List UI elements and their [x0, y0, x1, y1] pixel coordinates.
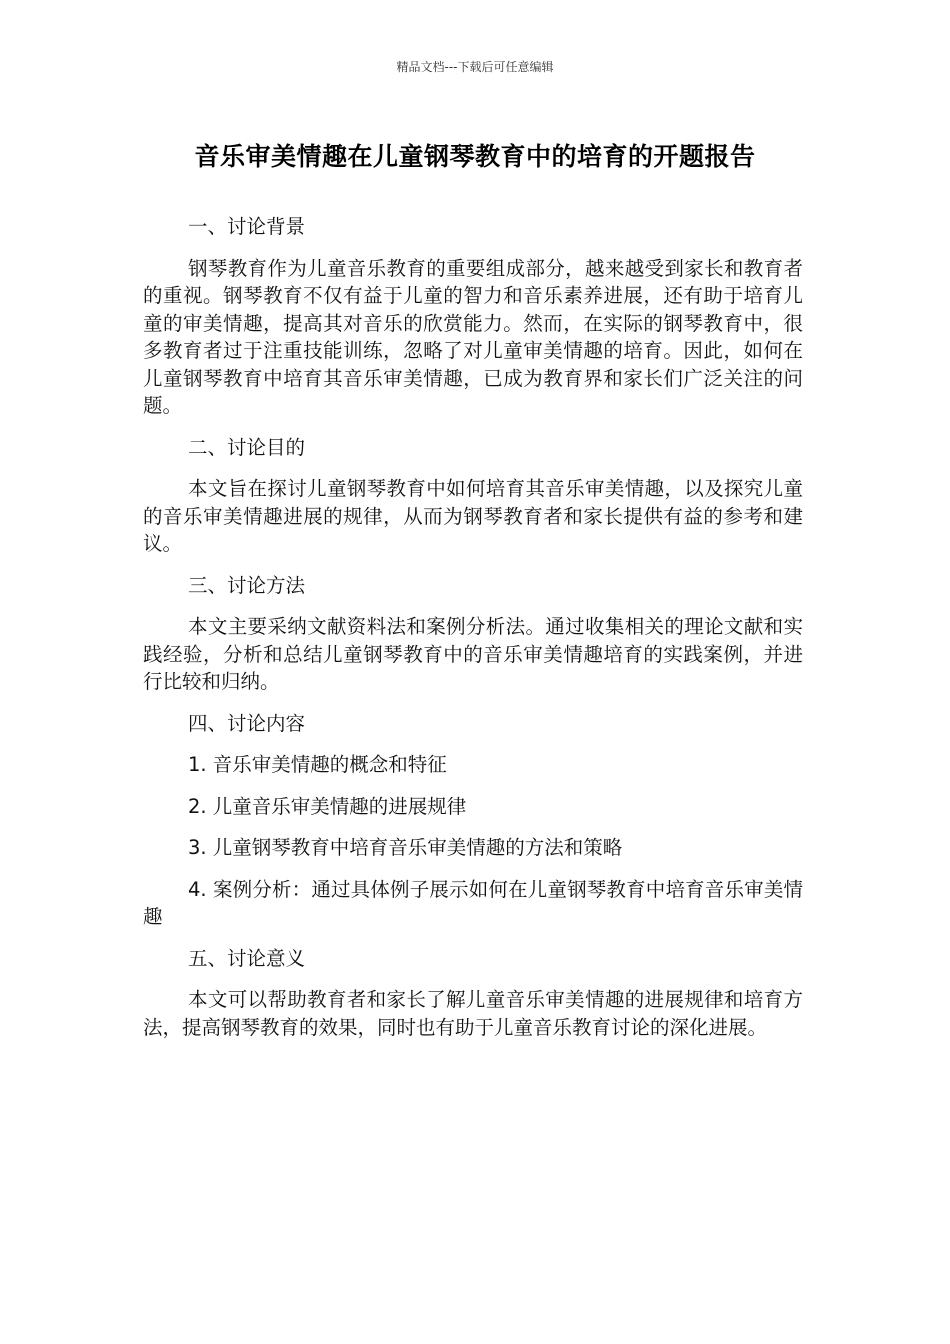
paragraph-purpose: 本文旨在探讨儿童钢琴教育中如何培育其音乐审美情趣，以及探究儿童的音乐审美情趣进展的规律，从而为钢琴教育者和家长提供有益的参考和建议。: [143, 477, 803, 555]
section-heading-purpose: 二、讨论目的: [188, 435, 306, 459]
list-item: 4. 案例分析：通过具体例子展示如何在儿童钢琴教育中培育音乐审美情趣: [143, 877, 803, 928]
document-title: 音乐审美情趣在儿童钢琴教育中的培育的开题报告: [194, 142, 756, 171]
header-note: 精品文档---下载后可任意编辑: [396, 60, 554, 74]
paragraph-method: 本文主要采纳文献资料法和案例分析法。通过收集相关的理论文献和实践经验，分析和总结儿童钢琴教育中的音乐审美情趣培育的实践案例，并进行比较和归纳。: [143, 615, 803, 693]
paragraph-significance: 本文可以帮助教育者和家长了解儿童音乐审美情趣的进展规律和培育方法，提高钢琴教育的效果，同时也有助于儿童音乐教育讨论的深化进展。: [143, 988, 803, 1039]
section-heading-method: 三、讨论方法: [188, 573, 306, 597]
list-item: 3. 儿童钢琴教育中培育音乐审美情趣的方法和策略: [188, 836, 623, 859]
list-item: 1. 音乐审美情趣的概念和特征: [188, 753, 447, 776]
section-heading-significance: 五、讨论意义: [188, 946, 306, 970]
document-body: [143, 213, 803, 1055]
section-heading-background: 一、讨论背景: [188, 215, 306, 238]
section-heading-content: 四、讨论内容: [188, 711, 306, 735]
paragraph-background: 钢琴教育作为儿童音乐教育的重要组成部分，越来越受到家长和教育者的重视。钢琴教育不仅有益于儿童的智力和音乐素养进展，还有助于培育儿童的审美情趣，提高其对音乐的欣赏能力。然而，在实际的钢琴教育中，很多教育者过于注重技能训练，忽略了对儿童审美情趣的培育。因此，如何在儿童钢琴教育中培育其音乐审美情趣，已成为教育界和家长们广泛关注的问题。: [143, 256, 803, 417]
list-item: 2. 儿童音乐审美情趣的进展规律: [188, 794, 467, 818]
